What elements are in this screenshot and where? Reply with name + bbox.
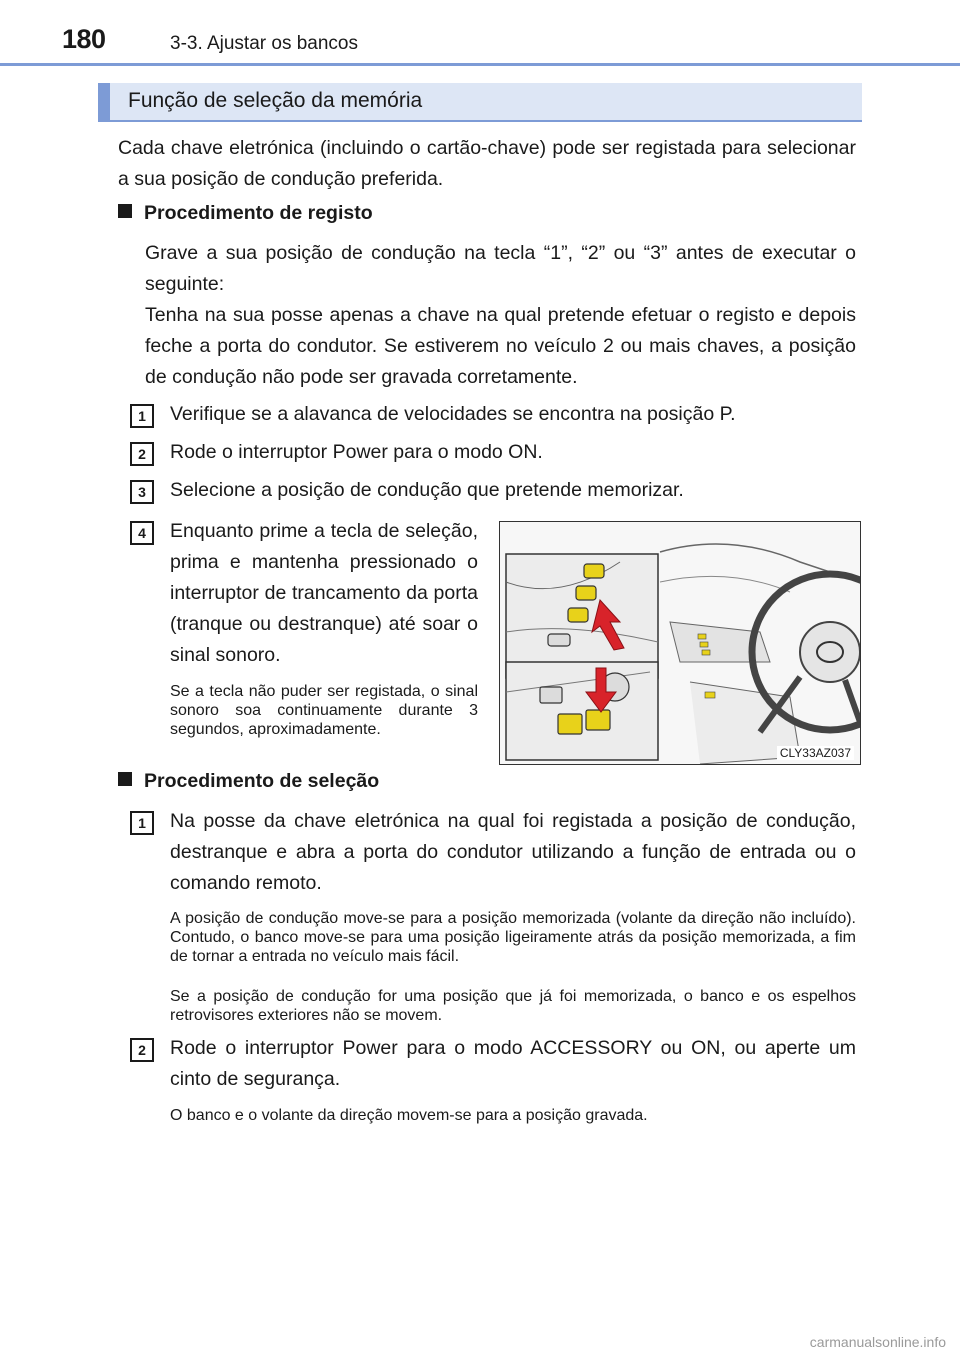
registration-title: Procedimento de registo — [144, 202, 373, 224]
step-number-box: 1 — [130, 404, 154, 428]
selection-step-2: Rode o interruptor Power para o modo ACCESSORY ou ON, ou aperte um cinto de segurança. — [170, 1037, 856, 1090]
page-header — [0, 0, 960, 66]
registration-step-4: Enquanto prime a tecla de seleção, prima e mantenha pressionado o interruptor de trancamento da porta (tranque ou destranque) até soar o sinal sonoro. — [170, 520, 478, 666]
step-number-box: 1 — [130, 811, 154, 835]
step-number-box: 2 — [130, 1038, 154, 1062]
section-title: Função de seleção da memória — [128, 89, 423, 112]
selection-step-1-note-2: Se a posição de condução for uma posição que já foi memorizada, o banco e os espelhos retrovisores exteriores não se movem. — [170, 988, 856, 1024]
registration-step-2: Rode o interruptor Power para o modo ON. — [170, 441, 543, 463]
selection-step-1: Na posse da chave eletrónica na qual foi registada a posição de condução, destranque e abra a porta do condutor utilizando a função de entrada ou o comando remoto. — [170, 810, 856, 894]
selection-step-1-note-1: A posição de condução move-se para a posição memorizada (volante da direção não incluído). Contudo, o banco move-se para uma posição ligeiramente atrás da posição memorizada, a fim de tornar a entrada no veículo mais fácil. — [170, 910, 856, 965]
selection-heading — [118, 770, 379, 793]
figure-code: CLY33AZ037 — [777, 746, 854, 760]
page-number: 180 — [62, 24, 106, 54]
registration-para-2: Tenha na sua posse apenas a chave na qual pretende efetuar o registo e depois feche a porta do condutor. Se estiverem no veículo 2 ou mais chaves, a posição de condução não pode ser gravada corretamente. — [145, 304, 856, 388]
square-bullet-icon — [118, 772, 132, 786]
registration-para-1: Grave a sua posição de condução na tecla “1”, “2” ou “3” antes de executar o seguinte: — [145, 242, 856, 295]
step-number-box: 3 — [130, 480, 154, 504]
watermark: carmanualsonline.info — [809, 1334, 946, 1350]
section-title-bar — [98, 83, 862, 121]
selection-title: Procedimento de seleção — [144, 770, 380, 792]
registration-heading — [118, 202, 373, 225]
square-bullet-icon — [118, 204, 132, 218]
chapter-title: 3-3. Ajustar os bancos — [170, 33, 358, 54]
registration-note: Se a tecla não puder ser registada, o sinal sonoro soa continuamente durante 3 segundos, aproximadamente. — [170, 683, 478, 738]
door-switch-illustration — [500, 522, 860, 764]
selection-step-2-note: O banco e o volante da direção movem-se para a posição gravada. — [170, 1107, 648, 1124]
intro-paragraph: Cada chave eletrónica (incluindo o cartão-chave) pode ser registada para selecionar a sua posição de condução preferida. — [118, 137, 856, 190]
step-number-box: 2 — [130, 442, 154, 466]
section-underline — [98, 120, 862, 122]
registration-step-1: Verifique se a alavanca de velocidades se encontra na posição P. — [170, 403, 736, 425]
step-number-box: 4 — [130, 521, 154, 545]
registration-step-3: Selecione a posição de condução que pretende memorizar. — [170, 479, 684, 501]
header-rule — [0, 63, 960, 66]
figure-illustration — [499, 521, 861, 765]
